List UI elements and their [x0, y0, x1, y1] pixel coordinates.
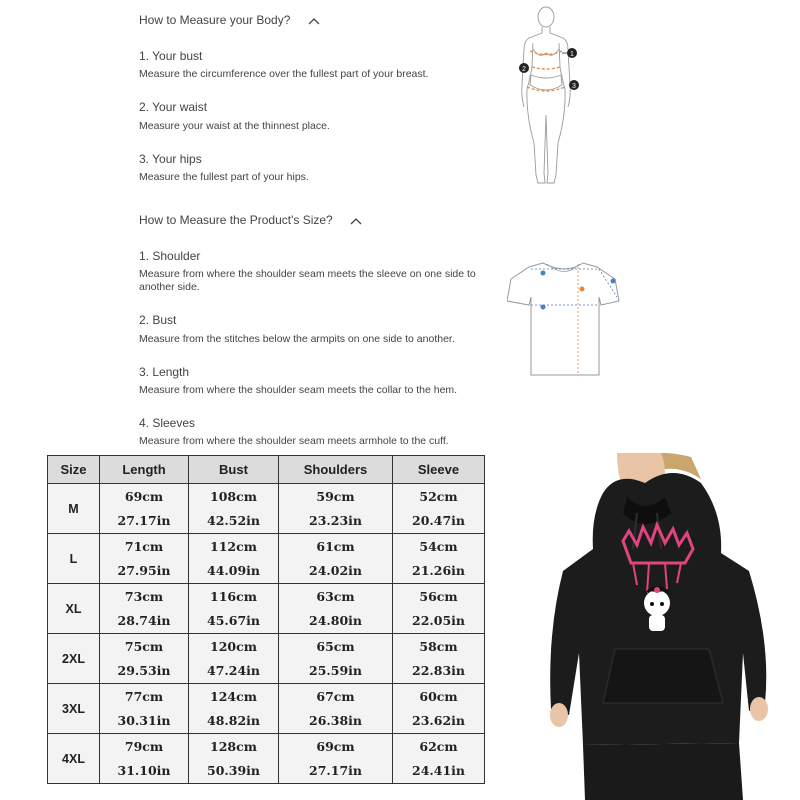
length-cell: 77cm 30.31in [100, 684, 189, 734]
header-length: Length [100, 456, 189, 484]
waist-description: Measure your waist at the thinnest place. [139, 120, 330, 132]
header-bust: Bust [189, 456, 279, 484]
chevron-up-icon[interactable] [308, 14, 320, 28]
length-cell: 73cm 28.74in [100, 584, 189, 634]
shoulders-cell: 63cm 24.80in [279, 584, 393, 634]
sleeve-marker-icon [611, 279, 616, 284]
length-title: 3. Length [139, 365, 190, 379]
body-figure-diagram [505, 3, 590, 188]
shoulders-cell: 65cm 25.59in [279, 634, 393, 684]
size-cell: L [48, 534, 100, 584]
bust-cell: 112cm 44.09in [189, 534, 279, 584]
bust-cell: 124cm 48.82in [189, 684, 279, 734]
size-cell: 2XL [48, 634, 100, 684]
svg-text:3: 3 [572, 83, 576, 90]
sleeve-cell: 54cm 21.26in [393, 534, 485, 584]
shoulder-title: 1. Shoulder [139, 249, 201, 263]
length-cell: 75cm 29.53in [100, 634, 189, 684]
sleeve-cell: 58cm 22.83in [393, 634, 485, 684]
sleeve-cell: 60cm 23.62in [393, 684, 485, 734]
bust-cell: 108cm 42.52in [189, 484, 279, 534]
table-row [48, 484, 485, 534]
sleeves-description: Measure from where the shoulder seam meets armhole to the cuff. [139, 435, 449, 447]
chevron-up-icon[interactable] [350, 214, 362, 228]
length-cell: 71cm 27.95in [100, 534, 189, 584]
shoulders-cell: 67cm 26.38in [279, 684, 393, 734]
table-header-row [48, 456, 485, 484]
bust-title: 1. Your bust [139, 49, 203, 63]
shoulder-description: Measure from where the shoulder seam meets the sleeve on one side to another side. [139, 268, 476, 293]
product-measure-heading[interactable]: How to Measure the Product's Size? [139, 213, 362, 228]
length-description: Measure from where the shoulder seam meets the collar to the hem. [139, 384, 458, 396]
table-row [48, 634, 485, 684]
sleeve-cell: 52cm 20.47in [393, 484, 485, 534]
length-marker-icon [580, 287, 585, 292]
table-row [48, 734, 485, 784]
table-row [48, 534, 485, 584]
bust-cell: 120cm 47.24in [189, 634, 279, 684]
bust-cell: 128cm 50.39in [189, 734, 279, 784]
jeans [583, 743, 743, 800]
length-cell: 79cm 31.10in [100, 734, 189, 784]
body-measure-heading[interactable]: How to Measure your Body? [139, 13, 320, 28]
shoulder-marker-icon [541, 271, 546, 276]
header-size: Size [48, 456, 100, 484]
bust-marker-icon [541, 305, 546, 310]
shoulders-cell: 69cm 27.17in [279, 734, 393, 784]
header-shoulders: Shoulders [279, 456, 393, 484]
size-cell: 3XL [48, 684, 100, 734]
size-cell: XL [48, 584, 100, 634]
size-cell: 4XL [48, 734, 100, 784]
sleeves-title: 4. Sleeves [139, 416, 196, 430]
pocket [603, 649, 723, 703]
tshirt-diagram [507, 257, 622, 382]
bust-cell: 116cm 45.67in [189, 584, 279, 634]
table-row [48, 684, 485, 734]
size-cell: M [48, 484, 100, 534]
size-chart-table [47, 455, 485, 784]
hips-description: Measure the fullest part of your hips. [139, 171, 309, 183]
svg-text:2: 2 [522, 66, 526, 73]
sleeve-cell: 56cm 22.05in [393, 584, 485, 634]
sleeve-cell: 62cm 24.41in [393, 734, 485, 784]
table-row [48, 584, 485, 634]
shoulders-cell: 59cm 23.23in [279, 484, 393, 534]
bust-description: Measure the circumference over the fullest part of your breast. [139, 68, 429, 80]
product-photo [533, 453, 773, 800]
shoulders-cell: 61cm 24.02in [279, 534, 393, 584]
length-cell: 69cm 27.17in [100, 484, 189, 534]
product-bust-title: 2. Bust [139, 313, 177, 327]
waist-title: 2. Your waist [139, 100, 208, 114]
hips-title: 3. Your hips [139, 152, 202, 166]
header-sleeve: Sleeve [393, 456, 485, 484]
product-bust-description: Measure from the stitches below the armpits on one side to another. [139, 333, 455, 345]
svg-text:1: 1 [570, 51, 574, 58]
